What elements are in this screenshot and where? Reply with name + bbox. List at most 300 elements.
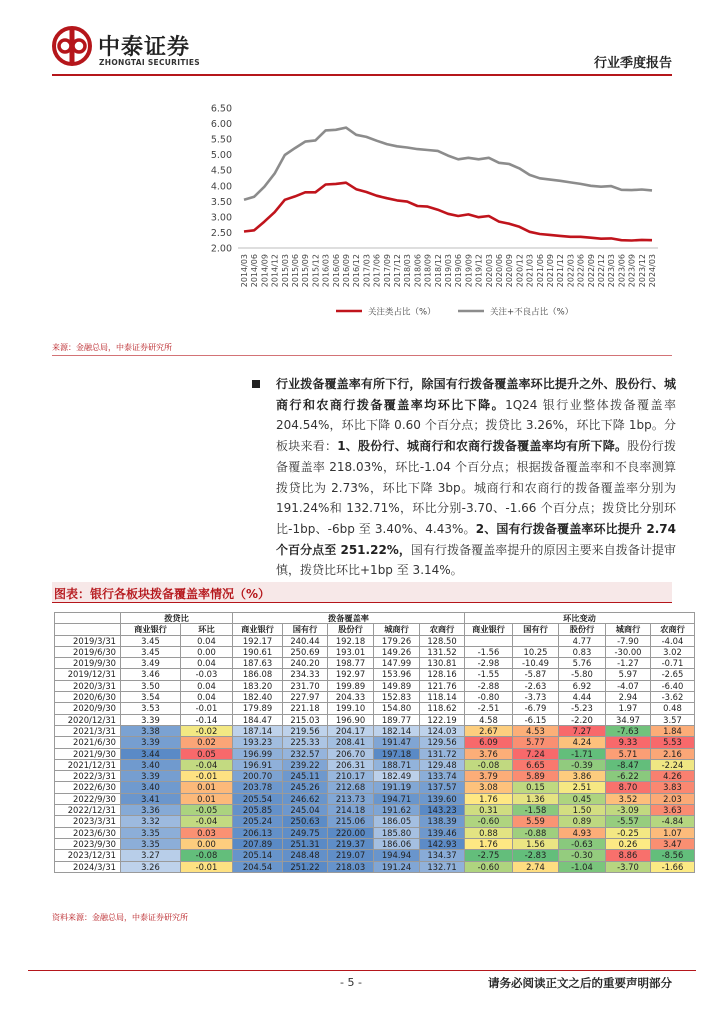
row-date: 2022/6/30 (55, 782, 121, 793)
table-cell: 1.97 (606, 703, 651, 714)
table-cell: 153.96 (374, 669, 420, 680)
table-cell: 251.31 (283, 838, 328, 849)
table-cell: 186.08 (233, 669, 283, 680)
sub-header-cell: 城商行 (606, 624, 651, 635)
table-cell: -4.84 (651, 816, 695, 827)
x-tick-label: 2017/06 (372, 254, 382, 288)
table-cell: 3.45 (121, 635, 181, 646)
y-tick-label: 5.00 (210, 150, 232, 162)
table-cell: 182.14 (374, 725, 420, 736)
report-type: 行业季度报告 (593, 56, 672, 71)
table-cell: -30.00 (606, 646, 651, 657)
table-row (55, 635, 695, 646)
x-tick-label: 2020/03 (484, 254, 494, 288)
table-cell: 3.02 (651, 646, 695, 657)
table-cell: 227.97 (283, 692, 328, 703)
series-line-2 (244, 128, 652, 200)
x-tick-label: 2020/09 (505, 254, 515, 288)
table-cell: -0.71 (651, 658, 695, 669)
table-cell: 149.89 (374, 680, 420, 691)
zhongtai-logo-icon (52, 26, 92, 66)
table-cell: 1.50 (559, 805, 606, 816)
table-cell: 192.17 (233, 635, 283, 646)
paragraph-bold-2: 1、股份行、城商行和农商行拨备覆盖率均有所下降。 (337, 439, 628, 454)
x-tick-label: 2016/03 (321, 254, 331, 288)
table-cell: -2.88 (465, 680, 513, 691)
table-cell: -3.09 (606, 805, 651, 816)
table-cell: 122.19 (420, 714, 465, 725)
table-cell: 7.27 (559, 725, 606, 736)
table-cell: 4.24 (559, 737, 606, 748)
x-tick-label: 2017/12 (393, 254, 402, 288)
table-cell: 186.05 (374, 816, 420, 827)
table-cell: 204.17 (328, 725, 374, 736)
table-cell: -0.88 (513, 827, 559, 838)
table-cell: 5.77 (513, 737, 559, 748)
table-cell: 240.44 (283, 635, 328, 646)
sub-header-cell: 商业银行 (121, 624, 181, 635)
table-cell: 2.74 (513, 861, 559, 872)
table-cell: 231.70 (283, 680, 328, 691)
table-cell: 1.07 (651, 827, 695, 838)
paragraph-bold-3: 2、国有行拨备覆盖率环比提升 2.74 个百分点至 251.22%， (276, 521, 676, 557)
table-cell: -6.79 (513, 703, 559, 714)
table-cell: 0.26 (606, 838, 651, 849)
table-cell: 8.86 (606, 850, 651, 861)
x-tick-label: 2021/03 (525, 254, 535, 288)
table-cell: -0.14 (181, 714, 233, 725)
table-cell: -0.01 (181, 861, 233, 872)
x-tick-label: 2014/12 (270, 254, 280, 288)
x-tick-label: 2015/06 (291, 254, 300, 288)
table-cell: 2.03 (651, 793, 695, 804)
table-cell: 190.61 (233, 646, 283, 657)
table-row (55, 782, 695, 793)
table-cell: 1.76 (465, 793, 513, 804)
table-cell: 3.44 (121, 748, 181, 759)
table-cell: 3.47 (651, 838, 695, 849)
table-cell: -0.60 (465, 861, 513, 872)
y-tick-label: 4.00 (210, 181, 232, 193)
table-cell: 1.56 (513, 838, 559, 849)
sub-header-cell: 股份行 (328, 624, 374, 635)
table-cell: -0.04 (181, 816, 233, 827)
table-cell: 198.77 (328, 658, 374, 669)
table-cell: 3.32 (121, 816, 181, 827)
row-date: 2019/9/30 (55, 658, 121, 669)
table-row (55, 725, 695, 736)
table-cell: 186.06 (374, 838, 420, 849)
x-tick-label: 2016/06 (331, 254, 341, 288)
table-cell: 5.97 (606, 669, 651, 680)
table-row (55, 793, 695, 804)
table-row (55, 771, 695, 782)
table-cell: 239.22 (283, 759, 328, 770)
x-tick-label: 2019/06 (454, 254, 464, 288)
disclaimer: 请务必阅读正文之后的重要声明部分 (488, 976, 672, 990)
table-cell: 215.03 (283, 714, 328, 725)
table-row (55, 748, 695, 759)
table-cell: -2.75 (465, 850, 513, 861)
row-date: 2023/9/30 (55, 838, 121, 849)
table-cell: 0.15 (513, 782, 559, 793)
table-cell: -0.25 (606, 827, 651, 838)
table-cell: -8.56 (651, 850, 695, 861)
table-cell: 3.86 (559, 771, 606, 782)
table-cell: -0.03 (181, 669, 233, 680)
table-cell: -5.23 (559, 703, 606, 714)
table-cell: 3.52 (606, 793, 651, 804)
table-cell: 206.70 (328, 748, 374, 759)
table-cell: 179.89 (233, 703, 283, 714)
y-tick-label: 2.50 (210, 227, 232, 239)
x-tick-label: 2016/09 (342, 254, 351, 288)
table-cell: 4.77 (559, 635, 606, 646)
table-row (55, 737, 695, 748)
table-cell: 245.11 (283, 771, 328, 782)
sub-header-cell: 商业银行 (465, 624, 513, 635)
row-date: 2019/6/30 (55, 646, 121, 657)
x-tick-label: 2020/12 (515, 254, 525, 288)
table-cell: 0.45 (559, 793, 606, 804)
table-cell: 193.23 (233, 737, 283, 748)
table-cell: 139.46 (420, 827, 465, 838)
table-cell: 194.71 (374, 793, 420, 804)
row-date: 2023/12/31 (55, 850, 121, 861)
row-date: 2024/3/31 (55, 861, 121, 872)
row-date: 2020/9/30 (55, 703, 121, 714)
table-cell: 2.94 (606, 692, 651, 703)
table-cell: 149.26 (374, 646, 420, 657)
table-cell: 3.50 (121, 680, 181, 691)
table-cell: 0.04 (181, 658, 233, 669)
table-cell: 138.39 (420, 816, 465, 827)
x-tick-label: 2021/12 (556, 254, 566, 288)
x-tick-label: 2017/03 (362, 254, 372, 288)
table-cell: -3.73 (513, 692, 559, 703)
table-cell: 0.89 (559, 816, 606, 827)
source-divider (52, 355, 672, 356)
table-cell: 191.47 (374, 737, 420, 748)
table-cell: 3.57 (651, 714, 695, 725)
table-cell: 205.54 (233, 793, 283, 804)
table-cell: -0.08 (181, 850, 233, 861)
table-cell: 8.70 (606, 782, 651, 793)
table-row (55, 816, 695, 827)
table-cell: 1.76 (465, 838, 513, 849)
x-tick-label: 2023/06 (617, 254, 627, 288)
table-cell: 3.45 (121, 646, 181, 657)
table-cell: 199.89 (328, 680, 374, 691)
legend-label-2: 关注+不良占比（%） (490, 307, 574, 318)
table-cell: 2.16 (651, 748, 695, 759)
table-cell: 118.14 (420, 692, 465, 703)
row-date: 2020/6/30 (55, 692, 121, 703)
table-cell: -0.63 (559, 838, 606, 849)
table-cell: 2.67 (465, 725, 513, 736)
table-row (55, 669, 695, 680)
table-cell: -0.02 (181, 725, 233, 736)
table-cell: 3.27 (121, 850, 181, 861)
x-tick-label: 2022/03 (566, 254, 576, 288)
table-cell: 3.36 (121, 805, 181, 816)
table-row (55, 646, 695, 657)
table-cell: 5.76 (559, 658, 606, 669)
table-cell: 220.00 (328, 827, 374, 838)
coverage-table (54, 612, 695, 873)
row-date: 2021/12/31 (55, 759, 121, 770)
table-cell: -2.98 (465, 658, 513, 669)
table-cell: -1.56 (465, 646, 513, 657)
x-tick-label: 2014/03 (240, 254, 249, 288)
table-cell: 5.59 (513, 816, 559, 827)
table-cell: -5.87 (513, 669, 559, 680)
y-tick-label: 5.50 (210, 134, 232, 146)
table-cell: 246.62 (283, 793, 328, 804)
table-cell: 4.93 (559, 827, 606, 838)
table-cell: 183.20 (233, 680, 283, 691)
table-cell: -2.65 (651, 669, 695, 680)
table-cell: 199.10 (328, 703, 374, 714)
table-cell: 207.89 (233, 838, 283, 849)
table-cell: 3.35 (121, 827, 181, 838)
table-cell: -1.27 (606, 658, 651, 669)
table-cell: 6.09 (465, 737, 513, 748)
table-cell: 248.48 (283, 850, 328, 861)
table-cell: -4.07 (606, 680, 651, 691)
brand-name: 中泰证券 (98, 35, 191, 60)
table-row (55, 850, 695, 861)
table-cell: 152.83 (374, 692, 420, 703)
y-tick-label: 4.50 (210, 165, 232, 177)
table-cell: 0.02 (181, 737, 233, 748)
table-cell: 134.37 (420, 850, 465, 861)
header-group-coverage: 拨备覆盖率 (233, 613, 465, 624)
table-cell: 3.40 (121, 759, 181, 770)
table-cell: 182.40 (233, 692, 283, 703)
table-cell: 3.35 (121, 838, 181, 849)
table-cell: 250.63 (283, 816, 328, 827)
table-cell: 3.41 (121, 793, 181, 804)
table-cell: 250.69 (283, 646, 328, 657)
table-cell: 182.49 (374, 771, 420, 782)
table-cell: -2.63 (513, 680, 559, 691)
table-cell: -7.63 (606, 725, 651, 736)
table-cell: 34.97 (606, 714, 651, 725)
row-date: 2021/9/30 (55, 748, 121, 759)
table-row (55, 703, 695, 714)
table-row (55, 759, 695, 770)
table-cell: -0.05 (181, 805, 233, 816)
x-tick-label: 2015/03 (280, 254, 290, 288)
table-group-header (55, 613, 695, 624)
sub-header-cell: 农商行 (651, 624, 695, 635)
table-cell: 142.93 (420, 838, 465, 849)
table-cell: -1.71 (559, 748, 606, 759)
x-tick-label: 2015/12 (311, 254, 321, 288)
table-cell: 3.39 (121, 771, 181, 782)
table-cell: 3.63 (651, 805, 695, 816)
table-cell: 206.31 (328, 759, 374, 770)
paragraph-text-3: 国有行拨备覆盖率提升的原因主要来自拨备计提审慎，拨贷比环比+1bp 至 3.14%。 (276, 542, 676, 578)
table-cell: -4.04 (651, 635, 695, 646)
table-cell: -0.39 (559, 759, 606, 770)
x-tick-label: 2014/06 (250, 254, 260, 288)
series-line-1 (244, 183, 652, 241)
table-cell: 3.39 (121, 714, 181, 725)
table-cell: -0.80 (465, 692, 513, 703)
header-group-ratio: 拨贷比 (121, 613, 233, 624)
table-cell: 193.01 (328, 646, 374, 657)
table-cell: -8.47 (606, 759, 651, 770)
table-cell: 189.77 (374, 714, 420, 725)
table-cell: 1.36 (513, 793, 559, 804)
row-date: 2023/6/30 (55, 827, 121, 838)
table-cell: 196.91 (233, 759, 283, 770)
table-cell: -0.01 (181, 703, 233, 714)
page-number: - 5 - (340, 976, 362, 989)
table-cell: 0.05 (181, 748, 233, 759)
table-cell: -2.24 (651, 759, 695, 770)
table-row (55, 861, 695, 872)
table-row (55, 838, 695, 849)
table-cell: -7.90 (606, 635, 651, 646)
x-tick-label: 2019/09 (464, 254, 474, 288)
table-cell: 218.03 (328, 861, 374, 872)
table-cell: 208.41 (328, 737, 374, 748)
table-cell: 0.00 (181, 646, 233, 657)
table-source: 资料来源：金融总局，中泰证券研究所 (52, 913, 188, 922)
header-group-change: 环比变动 (465, 613, 695, 624)
table-row (55, 658, 695, 669)
table-cell: 187.63 (233, 658, 283, 669)
x-tick-label: 2022/12 (597, 254, 606, 288)
table-cell: 6.65 (513, 759, 559, 770)
bullet-icon (252, 380, 260, 388)
table-cell (513, 635, 559, 646)
table-cell: 0.00 (181, 838, 233, 849)
table-cell: 10.25 (513, 646, 559, 657)
table-cell: 249.75 (283, 827, 328, 838)
table-cell: 3.53 (121, 703, 181, 714)
table-cell: 245.26 (283, 782, 328, 793)
table-cell: 132.71 (420, 861, 465, 872)
row-date: 2023/3/31 (55, 816, 121, 827)
analysis-paragraph (276, 374, 676, 581)
table-cell: 0.01 (181, 793, 233, 804)
table-cell: 245.04 (283, 805, 328, 816)
table-cell: 0.04 (181, 635, 233, 646)
table-cell: 143.23 (420, 805, 465, 816)
table-cell: 3.83 (651, 782, 695, 793)
table-cell: -0.08 (465, 759, 513, 770)
sub-header-cell: 股份行 (559, 624, 606, 635)
table-cell: 184.47 (233, 714, 283, 725)
table-cell: -2.51 (465, 703, 513, 714)
table-body (55, 635, 695, 872)
table-cell: -2.83 (513, 850, 559, 861)
table-cell: 191.19 (374, 782, 420, 793)
row-date: 2022/3/31 (55, 771, 121, 782)
row-date: 2021/6/30 (55, 737, 121, 748)
table-cell: -3.70 (606, 861, 651, 872)
x-tick-label: 2018/06 (413, 254, 423, 288)
chart-source: 来源：金融总局，中泰证券研究所 (52, 343, 172, 352)
table-cell: 232.57 (283, 748, 328, 759)
table-cell: 240.20 (283, 658, 328, 669)
table-cell: 3.26 (121, 861, 181, 872)
table-cell: 3.76 (465, 748, 513, 759)
table-cell: -5.57 (606, 816, 651, 827)
table-cell: 6.92 (559, 680, 606, 691)
table-cell: 221.18 (283, 703, 328, 714)
y-tick-label: 2.00 (210, 243, 232, 255)
table-cell: -6.22 (606, 771, 651, 782)
table-cell: 9.33 (606, 737, 651, 748)
table-cell: 187.14 (233, 725, 283, 736)
row-date: 2020/3/31 (55, 680, 121, 691)
table-cell: 5.53 (651, 737, 695, 748)
table-cell: 0.03 (181, 827, 233, 838)
x-tick-label: 2017/09 (382, 254, 392, 288)
table-cell: 191.24 (374, 861, 420, 872)
x-tick-label: 2020/06 (495, 254, 504, 288)
table-cell: 179.26 (374, 635, 420, 646)
table-cell: 205.85 (233, 805, 283, 816)
paragraph-bold-1: 行业拨备覆盖率有所下行，除国有行拨备覆盖率环比提升之外、股份行、城商行和农商行拨备覆盖率均环比下降。 (276, 377, 676, 412)
table-cell: 154.80 (374, 703, 420, 714)
row-date: 2022/9/30 (55, 793, 121, 804)
table-cell: 196.90 (328, 714, 374, 725)
table-cell: 124.03 (420, 725, 465, 736)
table-cell: 204.33 (328, 692, 374, 703)
x-tick-label: 2016/12 (352, 254, 362, 288)
legend-label-1: 关注类占比（%） (368, 307, 436, 318)
x-tick-label: 2021/09 (546, 254, 555, 288)
table-cell: 0.48 (651, 703, 695, 714)
x-tick-label: 2024/03 (648, 254, 657, 288)
line-chart (196, 96, 668, 322)
y-tick-label: 6.50 (210, 103, 232, 115)
table-cell: -0.60 (465, 816, 513, 827)
table-cell: 185.80 (374, 827, 420, 838)
row-date: 2020/12/31 (55, 714, 121, 725)
table-cell: 3.08 (465, 782, 513, 793)
table-cell: 4.53 (513, 725, 559, 736)
table-row (55, 805, 695, 816)
x-tick-label: 2023/12 (637, 254, 647, 288)
table-sub-header (55, 624, 695, 635)
header-blank (55, 624, 121, 635)
table-cell: 0.04 (181, 692, 233, 703)
table-cell: -10.49 (513, 658, 559, 669)
paragraph-text-1: 1Q24 银行业整体拨备覆盖率 204.54%，环比下降 0.60 个百分点；拨贷比 3.26%，环比下降 1bp。分板块来看： (276, 397, 676, 454)
table-cell: 0.31 (465, 805, 513, 816)
table-cell: -1.04 (559, 861, 606, 872)
table-cell: 205.14 (233, 850, 283, 861)
sub-header-cell: 商业银行 (233, 624, 283, 635)
table-cell: 196.99 (233, 748, 283, 759)
table-cell: 188.71 (374, 759, 420, 770)
table-cell: 4.44 (559, 692, 606, 703)
table-cell: 206.13 (233, 827, 283, 838)
table-cell: 213.73 (328, 793, 374, 804)
table-cell: -5.80 (559, 669, 606, 680)
row-date: 2019/3/31 (55, 635, 121, 646)
table-cell: 3.46 (121, 669, 181, 680)
table-cell: 131.52 (420, 646, 465, 657)
table-cell: -0.30 (559, 850, 606, 861)
